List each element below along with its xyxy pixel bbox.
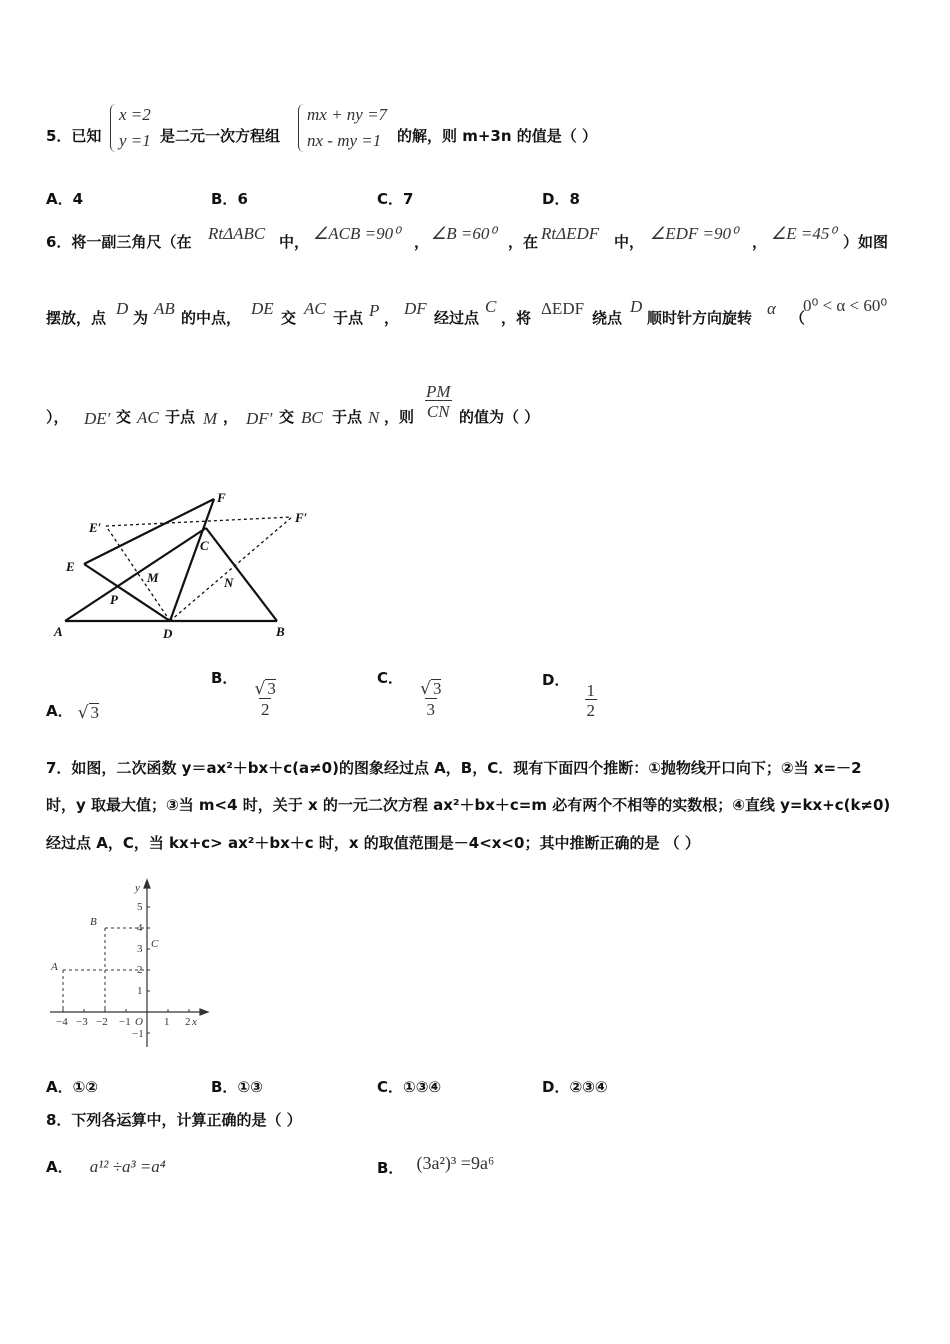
- q7-option-a[interactable]: A．①②: [46, 1078, 99, 1096]
- q6-line2-text: 的中点，: [181, 309, 242, 327]
- label-e: E: [66, 559, 75, 574]
- q5-option-a[interactable]: A．4: [46, 190, 84, 208]
- q6-line3-text: ），: [46, 408, 69, 426]
- q6-line2-math: 0⁰ < α < 60⁰: [803, 296, 888, 315]
- y-tick-label: 3: [137, 943, 143, 955]
- q5-sys1-eq1: x =2: [119, 105, 151, 124]
- q7-line2: 时，y 取最大值；③当 m<4 时，关于 x 的一元二次方程 ax²＋bx＋c=m 必有两个不相等的实数根；④直线 y=kx+c(k≠0): [46, 796, 891, 814]
- q7-line1: 7．如图，二次函数 y＝ax²＋bx＋c(a≠0)的图象经过点 A，B，C．现有下面四个推断：①抛物线开口向下；②当 x=－2: [46, 759, 862, 777]
- q5-system-2: [298, 104, 397, 152]
- q5-sys1-eq2: y =1: [119, 131, 151, 150]
- q6-line2-math: D: [630, 297, 643, 316]
- q8-title: 8．下列各运算中，计算正确的是（ ）: [46, 1111, 302, 1129]
- q6-line2-text: 交: [281, 309, 297, 327]
- q6-line2-text: ，将: [501, 309, 532, 327]
- label-e-prime: E′: [89, 520, 102, 535]
- segment-cb: [206, 528, 277, 621]
- q5-system-1: [110, 104, 159, 152]
- q5-text-tail: 的解，则 m+3n 的值是（ ）: [397, 127, 597, 145]
- q6-line1-text: 中，: [279, 233, 310, 251]
- y-axis-arrow: [144, 880, 150, 888]
- segment-e-prime-f-prime: [106, 517, 292, 526]
- q6-line1-math: ∠ACB =90⁰: [313, 224, 400, 243]
- q6-line2-math: α: [767, 299, 776, 318]
- q6-line3-text: 于点: [332, 408, 363, 426]
- q7-line3: 经过点 A，C，当 kx+c> ax²＋bx＋c 时，x 的取值范围是－4<x<0；其中推断正确的是 （ ）: [46, 834, 700, 852]
- label-m: M: [147, 570, 159, 585]
- y-tick-label: 5: [137, 901, 143, 913]
- q6-line1-math: ∠E =45⁰: [771, 224, 837, 243]
- q6-line2-text: 顺时针方向旋转: [647, 309, 753, 327]
- label-n: N: [224, 575, 234, 590]
- q6-line2-text: 于点: [333, 309, 364, 327]
- q6-line1-text: ）如图: [843, 233, 889, 251]
- q8-option-a[interactable]: A． a¹² ÷a³ =a⁴: [46, 1157, 166, 1176]
- label-f: F: [217, 490, 226, 505]
- q6-line2-text: 摆放，点: [46, 309, 107, 327]
- q7-option-d[interactable]: D．②③④: [542, 1078, 608, 1096]
- y-tick-label: 1: [137, 985, 143, 997]
- q6-line2-text: 绕点: [592, 309, 623, 327]
- q6-line2-text: 为: [133, 309, 149, 327]
- q6-line2-math: ΔEDF: [541, 299, 585, 318]
- q6-line3-math: AC: [137, 408, 159, 427]
- q6-line1-text: 中，: [614, 233, 645, 251]
- q6-line3-text: ，则: [384, 408, 415, 426]
- segment-ac: [65, 528, 206, 621]
- q6-line2-math: AB: [154, 299, 175, 318]
- q6-line2-math: DE: [251, 299, 274, 318]
- x-tick-label: 1: [164, 1016, 170, 1028]
- q6-line2-text: ，: [384, 309, 400, 327]
- q5-number: 5．已知: [46, 127, 102, 145]
- q5-option-d[interactable]: D．8: [542, 190, 580, 208]
- point-c-label: C: [151, 938, 159, 950]
- q7-coordinate-graph: [40, 875, 220, 1055]
- q8-option-b[interactable]: B． (3a²)³ =9a⁶: [377, 1153, 495, 1177]
- q6-line2-math: D: [116, 299, 129, 318]
- point-b-label: B: [90, 916, 97, 928]
- q6-line3-text: 的值为（ ）: [459, 408, 540, 426]
- q7-option-b[interactable]: B．①③: [211, 1078, 263, 1096]
- y-tick-label: 4: [137, 922, 143, 934]
- x-tick-label: −2: [96, 1016, 108, 1028]
- origin-label: O: [135, 1016, 143, 1028]
- x-axis-arrow: [200, 1009, 208, 1015]
- q6-option-a[interactable]: A． √ 3: [46, 702, 100, 723]
- label-c: C: [200, 538, 209, 553]
- q6-line3-text: ，: [223, 408, 239, 426]
- q5-sys2-eq2: nx - my =1: [307, 131, 382, 150]
- q5-option-b[interactable]: B．6: [211, 190, 248, 208]
- q6-line1-text: ，在: [508, 233, 539, 251]
- y-tick-label: 2: [137, 964, 143, 976]
- q6-line3-math: BC: [301, 408, 323, 427]
- q6-line2-math: AC: [304, 299, 326, 318]
- q6-line3-text: 交: [116, 408, 132, 426]
- y-tick-label: −1: [132, 1028, 144, 1040]
- q6-line2-text: 经过点: [434, 309, 480, 327]
- q6-triangle-figure: [40, 490, 330, 645]
- q6-line2-text: （: [790, 309, 806, 327]
- q6-line1-math: RtΔEDF: [541, 224, 600, 243]
- label-p: P: [110, 592, 118, 607]
- q6-line3-text: 交: [279, 408, 295, 426]
- x-tick-label: −3: [76, 1016, 88, 1028]
- label-d: D: [163, 626, 173, 641]
- q6-line3-math: M: [203, 409, 218, 428]
- q6-line1-text: ，: [752, 233, 768, 251]
- q6-line1-math: ∠EDF =90⁰: [650, 224, 738, 243]
- q6-line1-math: ∠B =60⁰: [431, 224, 497, 243]
- label-a: A: [54, 624, 63, 639]
- label-b: B: [276, 624, 285, 639]
- q6-line1-text: ，: [414, 233, 430, 251]
- y-axis-label: y: [135, 882, 140, 894]
- q6-line3-math: DE′: [84, 409, 111, 428]
- q5-text-mid: 是二元一次方程组: [160, 127, 281, 145]
- q6-fraction-pm-cn: $\frac{PM}{CN}$: [426, 382, 451, 421]
- q6-option-c[interactable]: C． $\frac{√ 3}{3}$: [377, 669, 442, 719]
- point-a-label: A: [51, 961, 58, 973]
- label-f-prime: F′: [295, 510, 308, 525]
- x-axis-label: x: [192, 1016, 197, 1028]
- x-tick-label: −4: [56, 1016, 68, 1028]
- q6-line2-math: C: [485, 297, 497, 316]
- q7-option-c[interactable]: C．①③④: [377, 1078, 442, 1096]
- q6-line2-math: P: [369, 301, 380, 320]
- q5-option-c[interactable]: C．7: [377, 190, 414, 208]
- x-tick-label: −1: [119, 1016, 131, 1028]
- q6-option-d[interactable]: D． $\frac{1}{2}$: [542, 671, 596, 720]
- q5-sys2-eq1: mx + ny =7: [307, 105, 388, 124]
- q6-line1-math: RtΔABC: [208, 224, 266, 243]
- q6-option-b[interactable]: B． $\frac{√ 3}{2}$: [211, 669, 276, 719]
- q6-line3-text: 于点: [165, 408, 196, 426]
- q6-line2-math: DF: [404, 299, 427, 318]
- q6-line3-math: DF′: [246, 409, 273, 428]
- x-tick-label: 2: [185, 1016, 191, 1028]
- q6-line1-text: 6．将一副三角尺（在: [46, 233, 192, 251]
- q6-line3-math: N: [368, 408, 380, 427]
